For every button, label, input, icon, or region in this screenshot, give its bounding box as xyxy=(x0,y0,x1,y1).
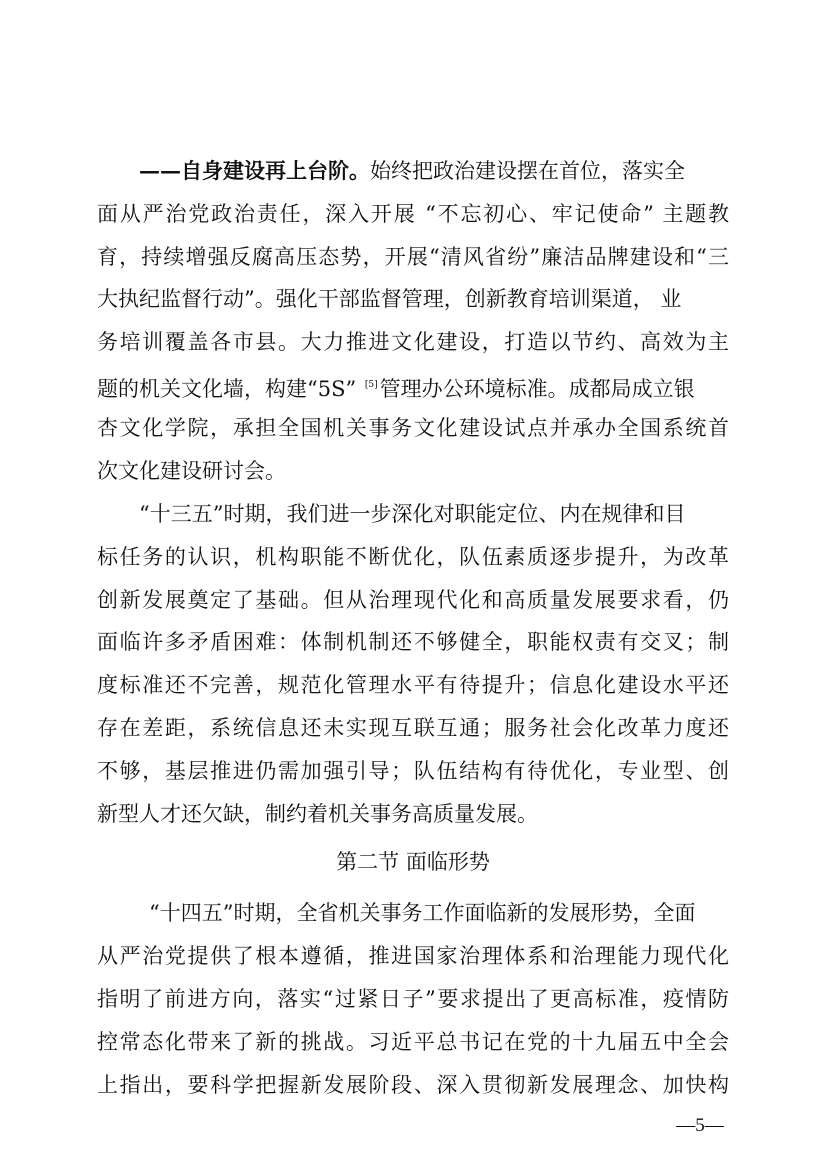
paragraph-1-line-7: 杏文化学院，承担全国机关事务文化建设试点并承办全国系统首 xyxy=(97,416,729,440)
paragraph-2-line-4: 面临许多矛盾困难：体制机制还不够健全，职能权责有交叉；制 xyxy=(97,630,729,654)
paragraph-1-line-2: 面从严治党政治责任，深入开展 “不忘初心、牢记使命” 主题教 xyxy=(97,202,729,226)
paragraph-2-line-7: 不够，基层推进仍需加强引导；队伍结构有待优化，专业型、创 xyxy=(97,759,729,783)
paragraph-2-line-6: 存在差距，系统信息还未实现互联互通；服务社会化改革力度还 xyxy=(97,716,729,740)
paragraph-1-line-5: 务培训覆盖各市县。大力推进文化建设，打造以节约、高效为主 xyxy=(97,330,729,354)
paragraph-1-line-6: 题的机关文化墙，构建“5S” [5]管理办公环境标准。成都局成立银 xyxy=(97,377,695,401)
paragraph-2-line-1: “十三五”时期，我们进一步深化对职能定位、内在规律和目 xyxy=(139,502,686,526)
paragraph-2-line-5: 度标准还不完善，规范化管理水平有待提升；信息化建设水平还 xyxy=(97,673,729,697)
paragraph-1-line-1: ——自身建设再上台阶。始终把政治建设摆在首位，落实全 xyxy=(139,158,685,183)
paragraph-3-line-5: 上指出，要科学把握新发展阶段、深入贯彻新发展理念、加快构 xyxy=(97,1073,729,1097)
paragraph-3-line-3: 指明了前进方向，落实“过紧日子”要求提出了更高标准，疫情防 xyxy=(97,987,729,1011)
section-heading: 第二节 面临形势 xyxy=(336,850,490,874)
paragraph-3-line-4: 控常态化带来了新的挑战。习近平总书记在党的十九届五中全会 xyxy=(97,1030,729,1054)
paragraph-2-line-2: 标任务的认识，机构职能不断优化，队伍素质逐步提升，为改革 xyxy=(97,545,729,569)
paragraph-1-line-4: 大执纪监督行动”。强化干部监督管理，创新教育培训渠道， 业 xyxy=(97,287,682,311)
paragraph-3-line-1: “十四五”时期，全省机关事务工作面临新的发展形势，全面 xyxy=(149,901,696,925)
paragraph-2-line-8: 新型人才还欠缺，制约着机关事务高质量发展。 xyxy=(97,802,538,826)
paragraph-2-line-3: 创新发展奠定了基础。但从治理现代化和高质量发展要求看，仍 xyxy=(97,588,729,612)
footnote-marker: [5] xyxy=(364,380,378,390)
paragraph-1-line-3: 育，持续增强反腐高压态势，开展“清风省纷”廉洁品牌建设和“三 xyxy=(97,245,729,269)
paragraph-1-line-8: 次文化建设研讨会。 xyxy=(97,459,286,483)
section-lead-bold: ——自身建设再上台阶。 xyxy=(139,158,370,183)
page-number: —5— xyxy=(676,1115,724,1136)
paragraph-3-line-2: 从严治党提供了根本遵循，推进国家治理体系和治理能力现代化 xyxy=(97,944,729,968)
